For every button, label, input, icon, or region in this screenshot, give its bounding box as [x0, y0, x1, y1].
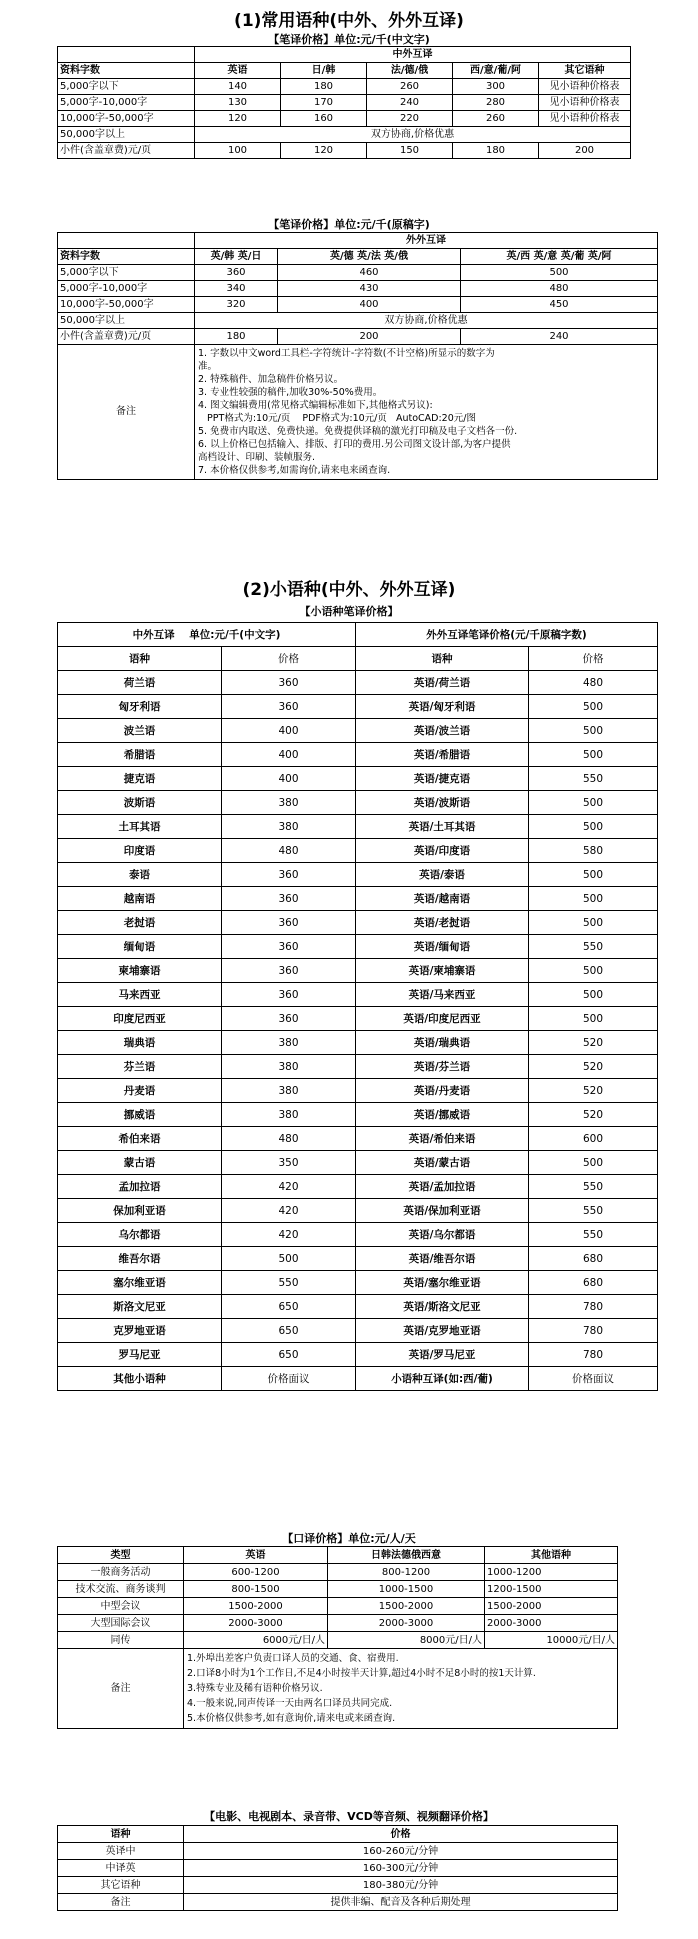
price-cell: 550 — [529, 767, 658, 791]
cell: 1200-1500 — [485, 1581, 618, 1598]
col-header: 价格 — [184, 1826, 618, 1843]
price-cell: 550 — [529, 935, 658, 959]
cell: 140 — [195, 79, 281, 95]
cell: 120 — [281, 143, 367, 159]
col-header: 资料字数 — [58, 63, 195, 79]
language-cell: 荷兰语 — [58, 671, 222, 695]
note-line: 4. 图文编辑费用(常见格式编辑标准如下,其他格式另议): — [198, 400, 433, 411]
cell: 450 — [461, 297, 658, 313]
language-cell: 泰语 — [58, 863, 222, 887]
language-cell: 老挝语 — [58, 911, 222, 935]
cell: 双方协商,价格优惠 — [195, 127, 631, 143]
price-cell: 380 — [222, 1079, 356, 1103]
language-cell: 乌尔都语 — [58, 1223, 222, 1247]
table-row — [58, 767, 658, 791]
cell: 300 — [453, 79, 539, 95]
price-cell: 420 — [222, 1175, 356, 1199]
note-line: PPT格式为:10元/页 PDF格式为:10元/页 AutoCAD:20元/图 — [198, 413, 476, 424]
language-cell: 英语/挪威语 — [356, 1103, 529, 1127]
table-row — [58, 671, 658, 695]
note-line: 2. 特殊稿件、加急稿件价格另议。 — [198, 374, 344, 385]
cell: 小件(含盖章费)元/页 — [58, 143, 195, 159]
cell: 1500-2000 — [485, 1598, 618, 1615]
language-cell: 英语/瑞典语 — [356, 1031, 529, 1055]
cell: 180 — [195, 329, 278, 345]
price-cell: 550 — [222, 1271, 356, 1295]
table-row — [58, 329, 658, 345]
table-row — [58, 1615, 618, 1632]
table-row — [58, 1031, 658, 1055]
price-cell: 650 — [222, 1319, 356, 1343]
language-cell: 希腊语 — [58, 743, 222, 767]
price-cell: 550 — [529, 1175, 658, 1199]
notes-label: 备注 — [58, 345, 195, 480]
price-cell: 550 — [529, 1199, 658, 1223]
cell: 一般商务活动 — [58, 1564, 184, 1581]
note-line: 1.外埠出差客户负责口译人员的交通、食、宿费用. — [187, 1653, 399, 1664]
notes-label: 备注 — [58, 1649, 184, 1729]
price-cell: 380 — [222, 1031, 356, 1055]
table-row — [58, 297, 658, 313]
col-header: 英语 — [195, 63, 281, 79]
cell: 220 — [367, 111, 453, 127]
cell: 430 — [278, 281, 461, 297]
cell: 260 — [453, 111, 539, 127]
cell: 大型国际会议 — [58, 1615, 184, 1632]
col-header: 英语 — [184, 1547, 328, 1564]
cell: 1500-2000 — [184, 1598, 328, 1615]
language-cell: 斯洛文尼亚 — [58, 1295, 222, 1319]
language-cell: 其他小语种 — [58, 1367, 222, 1391]
price-cell: 500 — [529, 887, 658, 911]
t2-caption: 【笔译价格】单位:元/千(原稿字) — [268, 218, 430, 231]
cell: 中译英 — [58, 1860, 184, 1877]
cell: 160-300元/分钟 — [184, 1860, 618, 1877]
note-line: 4.一般来说,同声传译一天由两名口译员共同完成. — [187, 1698, 393, 1709]
language-cell: 英语/印度尼西亚 — [356, 1007, 529, 1031]
table-row — [58, 143, 631, 159]
cell: 260 — [367, 79, 453, 95]
cell: 5,000字以下 — [58, 79, 195, 95]
cell: 5,000字-10,000字 — [58, 95, 195, 111]
price-cell: 价格面议 — [222, 1367, 356, 1391]
cell: 双方协商,价格优惠 — [195, 313, 658, 329]
table-row — [58, 719, 658, 743]
cell: 150 — [367, 143, 453, 159]
price-cell: 500 — [529, 911, 658, 935]
cell: 2000-3000 — [328, 1615, 485, 1632]
language-cell: 英语/维吾尔语 — [356, 1247, 529, 1271]
left-group-header: 中外互译 单位:元/千(中文字) — [58, 623, 356, 647]
price-cell: 360 — [222, 983, 356, 1007]
language-cell: 波斯语 — [58, 791, 222, 815]
note-line: 6. 以上价格已包括输入、排版、打印的费用.另公司图文设计部,为客户提供 — [198, 439, 511, 450]
cell: 10,000字-50,000字 — [58, 297, 195, 313]
cell: 备注 — [58, 1894, 184, 1911]
language-cell: 英语/蒙古语 — [356, 1151, 529, 1175]
table-row — [58, 1271, 658, 1295]
interpretation-price-table — [57, 1546, 618, 1729]
language-cell: 英语/乌尔都语 — [356, 1223, 529, 1247]
cell: 320 — [195, 297, 278, 313]
cell: 340 — [195, 281, 278, 297]
language-cell: 英语/保加利亚语 — [356, 1199, 529, 1223]
price-cell: 520 — [529, 1079, 658, 1103]
t1-caption: 【笔译价格】单位:元/千(中文字) — [268, 33, 430, 46]
price-cell: 500 — [529, 695, 658, 719]
t5-caption: 【电影、电视剧本、录音带、VCD等音频、视频翻译价格】 — [204, 1810, 494, 1823]
table-row — [58, 791, 658, 815]
price-cell: 580 — [529, 839, 658, 863]
minor-language-price-table — [57, 622, 658, 1391]
cell: 提供非编、配音及各种后期处理 — [184, 1894, 618, 1911]
cell: 中型会议 — [58, 1598, 184, 1615]
col-header: 日/韩 — [281, 63, 367, 79]
table-row — [58, 959, 658, 983]
language-cell: 英语/孟加拉语 — [356, 1175, 529, 1199]
price-cell: 380 — [222, 1103, 356, 1127]
table-row — [58, 1151, 658, 1175]
table-row — [58, 935, 658, 959]
price-cell: 360 — [222, 887, 356, 911]
right-group-header: 外外互译笔译价格(元/千原稿字数) — [356, 623, 658, 647]
col-header: 其它语种 — [539, 63, 631, 79]
note-line: 5.本价格仅供参考,如有意询价,请来电或来函查询. — [187, 1713, 396, 1724]
cell: 600-1200 — [184, 1564, 328, 1581]
cell: 5,000字-10,000字 — [58, 281, 195, 297]
price-cell: 420 — [222, 1223, 356, 1247]
language-cell: 土耳其语 — [58, 815, 222, 839]
col-header: 类型 — [58, 1547, 184, 1564]
col-header: 西/意/葡/阿 — [453, 63, 539, 79]
cell: 280 — [453, 95, 539, 111]
note-line: 准。 — [198, 361, 218, 372]
table-row — [58, 265, 658, 281]
price-cell: 520 — [529, 1055, 658, 1079]
language-cell: 克罗地亚语 — [58, 1319, 222, 1343]
language-cell: 英语/印度语 — [356, 839, 529, 863]
price-cell: 480 — [529, 671, 658, 695]
cell: 技术交流、商务谈判 — [58, 1581, 184, 1598]
cell: 100 — [195, 143, 281, 159]
cell: 200 — [539, 143, 631, 159]
table-row — [58, 1877, 618, 1894]
table-row — [58, 1127, 658, 1151]
price-cell: 500 — [529, 791, 658, 815]
price-cell: 520 — [529, 1031, 658, 1055]
cell: 8000元/日/人 — [328, 1632, 485, 1649]
price-cell: 420 — [222, 1199, 356, 1223]
language-cell: 英语/荷兰语 — [356, 671, 529, 695]
price-cell: 480 — [222, 839, 356, 863]
note-line: 高档设计、印刷、装帧服务. — [198, 452, 316, 463]
table-row — [58, 1007, 658, 1031]
language-cell: 捷克语 — [58, 767, 222, 791]
table-row — [58, 1055, 658, 1079]
table-row — [58, 1367, 658, 1391]
language-cell: 芬兰语 — [58, 1055, 222, 1079]
language-cell: 小语种互译(如:西/葡) — [356, 1367, 529, 1391]
av-translation-price-table — [57, 1825, 618, 1911]
col-header: 英/西 英/意 英/葡 英/阿 — [461, 249, 658, 265]
language-cell: 丹麦语 — [58, 1079, 222, 1103]
cell: 180 — [281, 79, 367, 95]
table-row — [58, 79, 631, 95]
cell: 500 — [461, 265, 658, 281]
language-cell: 塞尔维亚语 — [58, 1271, 222, 1295]
table-row — [58, 313, 658, 329]
language-cell: 英语/克罗地亚语 — [356, 1319, 529, 1343]
table-row — [58, 1894, 618, 1911]
cell: 10000元/日/人 — [485, 1632, 618, 1649]
language-cell: 维吾尔语 — [58, 1247, 222, 1271]
language-cell: 英语/塞尔维亚语 — [356, 1271, 529, 1295]
language-cell: 英语/缅甸语 — [356, 935, 529, 959]
col-header: 价格 — [529, 647, 658, 671]
price-cell: 520 — [529, 1103, 658, 1127]
translation-price-table-cn — [57, 46, 631, 159]
note-line: 5. 免费市内取送、免费快递。免费提供译稿的激光打印稿及电子文档各一份. — [198, 426, 518, 437]
cell: 10,000字-50,000字 — [58, 111, 195, 127]
cell: 同传 — [58, 1632, 184, 1649]
table-row — [58, 1079, 658, 1103]
cell: 1500-2000 — [328, 1598, 485, 1615]
t4-caption: 【口译价格】单位:元/人/天 — [282, 1532, 416, 1545]
language-cell: 英语/斯洛文尼亚 — [356, 1295, 529, 1319]
table-row — [58, 1175, 658, 1199]
table-row — [58, 887, 658, 911]
section2-title: (2)小语种(中外、外外互译) — [242, 580, 456, 600]
language-cell: 瑞典语 — [58, 1031, 222, 1055]
col-header: 法/德/俄 — [367, 63, 453, 79]
language-cell: 英语/泰语 — [356, 863, 529, 887]
language-cell: 印度语 — [58, 839, 222, 863]
price-cell: 350 — [222, 1151, 356, 1175]
price-cell: 360 — [222, 671, 356, 695]
cell: 1000-1200 — [485, 1564, 618, 1581]
col-header: 其他语种 — [485, 1547, 618, 1564]
cell: 480 — [461, 281, 658, 297]
note-line: 1. 字数以中文word工具栏-字符统计-字符数(不计空格)所显示的数字为 — [198, 348, 495, 359]
cell: 见小语种价格表 — [539, 95, 631, 111]
table-row — [58, 127, 631, 143]
language-cell: 波兰语 — [58, 719, 222, 743]
price-cell: 500 — [529, 983, 658, 1007]
cell: 见小语种价格表 — [539, 79, 631, 95]
cell: 2000-3000 — [184, 1615, 328, 1632]
language-cell: 英语/丹麦语 — [356, 1079, 529, 1103]
table-row — [58, 1247, 658, 1271]
cell: 800-1200 — [328, 1564, 485, 1581]
table-row — [58, 743, 658, 767]
table-row — [58, 1103, 658, 1127]
price-cell: 600 — [529, 1127, 658, 1151]
minor-language-rows — [58, 671, 658, 1391]
language-cell: 柬埔寨语 — [58, 959, 222, 983]
price-cell: 价格面议 — [529, 1367, 658, 1391]
table-row — [58, 1860, 618, 1877]
price-cell: 650 — [222, 1295, 356, 1319]
price-cell: 780 — [529, 1319, 658, 1343]
col-header: 英/韩 英/日 — [195, 249, 278, 265]
table-row — [58, 1843, 618, 1860]
price-cell: 780 — [529, 1295, 658, 1319]
price-cell: 550 — [529, 1223, 658, 1247]
cell: 1000-1500 — [328, 1581, 485, 1598]
price-cell: 500 — [529, 1007, 658, 1031]
note-line: 3. 专业性较强的稿件,加收30%-50%费用。 — [198, 387, 383, 398]
table-row — [58, 281, 658, 297]
table-row — [58, 1295, 658, 1319]
t3-caption: 【小语种笔译价格】 — [299, 605, 399, 618]
table-row — [58, 1564, 618, 1581]
language-cell: 孟加拉语 — [58, 1175, 222, 1199]
language-cell: 英语/波兰语 — [356, 719, 529, 743]
language-cell: 英语/罗马尼亚 — [356, 1343, 529, 1367]
language-cell: 英语/匈牙利语 — [356, 695, 529, 719]
table-row — [58, 1598, 618, 1615]
price-cell: 400 — [222, 743, 356, 767]
cell: 400 — [278, 297, 461, 313]
cell: 5,000字以下 — [58, 265, 195, 281]
cell: 50,000字以上 — [58, 313, 195, 329]
col-header: 日韩法德俄西意 — [328, 1547, 485, 1564]
price-cell: 680 — [529, 1247, 658, 1271]
language-cell: 马来西亚 — [58, 983, 222, 1007]
language-cell: 保加利亚语 — [58, 1199, 222, 1223]
language-cell: 越南语 — [58, 887, 222, 911]
language-cell: 挪威语 — [58, 1103, 222, 1127]
table-row — [58, 1632, 618, 1649]
note-line: 7. 本价格仅供参考,如需询价,请来电来函查询. — [198, 465, 391, 476]
cell: 240 — [461, 329, 658, 345]
cell: 180 — [453, 143, 539, 159]
language-cell: 缅甸语 — [58, 935, 222, 959]
price-cell: 500 — [529, 719, 658, 743]
section1-title: (1)常用语种(中外、外外互译) — [234, 11, 464, 31]
price-cell: 500 — [529, 959, 658, 983]
price-cell: 780 — [529, 1343, 658, 1367]
cell: 360 — [195, 265, 278, 281]
cell: 200 — [278, 329, 461, 345]
language-cell: 英语/希腊语 — [356, 743, 529, 767]
notes-cell — [195, 345, 658, 480]
cell: 6000元/日/人 — [184, 1632, 328, 1649]
table-row — [58, 1319, 658, 1343]
cell: 170 — [281, 95, 367, 111]
price-cell: 360 — [222, 959, 356, 983]
language-cell: 蒙古语 — [58, 1151, 222, 1175]
price-cell: 500 — [222, 1247, 356, 1271]
notes-row — [58, 1649, 618, 1729]
table-row — [58, 95, 631, 111]
notes-row — [58, 345, 658, 480]
col-header: 英/德 英/法 英/俄 — [278, 249, 461, 265]
col-header: 资料字数 — [58, 249, 195, 265]
table-row — [58, 1581, 618, 1598]
price-cell: 380 — [222, 791, 356, 815]
price-cell: 360 — [222, 695, 356, 719]
cell: 130 — [195, 95, 281, 111]
table-row — [58, 815, 658, 839]
group-header: 外外互译 — [195, 233, 658, 249]
cell: 其它语种 — [58, 1877, 184, 1894]
language-cell: 英语/越南语 — [356, 887, 529, 911]
notes-cell — [184, 1649, 618, 1729]
cell: 英译中 — [58, 1843, 184, 1860]
language-cell: 英语/波斯语 — [356, 791, 529, 815]
language-cell: 英语/捷克语 — [356, 767, 529, 791]
table-row — [58, 911, 658, 935]
price-cell: 500 — [529, 863, 658, 887]
price-cell: 500 — [529, 815, 658, 839]
table-row — [58, 983, 658, 1007]
price-cell: 360 — [222, 911, 356, 935]
language-cell: 英语/希伯来语 — [356, 1127, 529, 1151]
col-header: 价格 — [222, 647, 356, 671]
language-cell: 英语/芬兰语 — [356, 1055, 529, 1079]
table-row — [58, 863, 658, 887]
table-row — [58, 839, 658, 863]
price-cell: 380 — [222, 1055, 356, 1079]
price-cell: 500 — [529, 743, 658, 767]
language-cell: 希伯来语 — [58, 1127, 222, 1151]
language-cell: 英语/老挝语 — [356, 911, 529, 935]
language-cell: 匈牙利语 — [58, 695, 222, 719]
translation-price-table-foreign — [57, 232, 658, 480]
col-header: 语种 — [58, 647, 222, 671]
language-cell: 英语/柬埔寨语 — [356, 959, 529, 983]
cell: 见小语种价格表 — [539, 111, 631, 127]
cell: 800-1500 — [184, 1581, 328, 1598]
table-row — [58, 1343, 658, 1367]
table-row — [58, 111, 631, 127]
table-row — [58, 1199, 658, 1223]
price-cell: 480 — [222, 1127, 356, 1151]
price-cell: 400 — [222, 767, 356, 791]
language-cell: 罗马尼亚 — [58, 1343, 222, 1367]
table-row — [58, 695, 658, 719]
price-cell: 500 — [529, 1151, 658, 1175]
cell: 160 — [281, 111, 367, 127]
group-header: 中外互译 — [195, 47, 631, 63]
cell: 180-380元/分钟 — [184, 1877, 618, 1894]
language-cell: 英语/土耳其语 — [356, 815, 529, 839]
table-row — [58, 1223, 658, 1247]
price-cell: 360 — [222, 935, 356, 959]
cell: 小件(含盖章费)元/页 — [58, 329, 195, 345]
price-cell: 380 — [222, 815, 356, 839]
cell: 50,000字以上 — [58, 127, 195, 143]
language-cell: 英语/马来西亚 — [356, 983, 529, 1007]
cell: 120 — [195, 111, 281, 127]
price-cell: 400 — [222, 719, 356, 743]
cell: 460 — [278, 265, 461, 281]
col-header: 语种 — [356, 647, 529, 671]
price-cell: 360 — [222, 863, 356, 887]
col-header: 语种 — [58, 1826, 184, 1843]
note-line: 2.口译8小时为1个工作日,不足4小时按半天计算,超过4小时不足8小时的按1天计算. — [187, 1668, 536, 1679]
price-cell: 650 — [222, 1343, 356, 1367]
language-cell: 印度尼西亚 — [58, 1007, 222, 1031]
note-line: 3.特殊专业及稀有语种价格另议. — [187, 1683, 323, 1694]
cell: 2000-3000 — [485, 1615, 618, 1632]
price-cell: 680 — [529, 1271, 658, 1295]
price-cell: 360 — [222, 1007, 356, 1031]
cell: 240 — [367, 95, 453, 111]
cell: 160-260元/分钟 — [184, 1843, 618, 1860]
